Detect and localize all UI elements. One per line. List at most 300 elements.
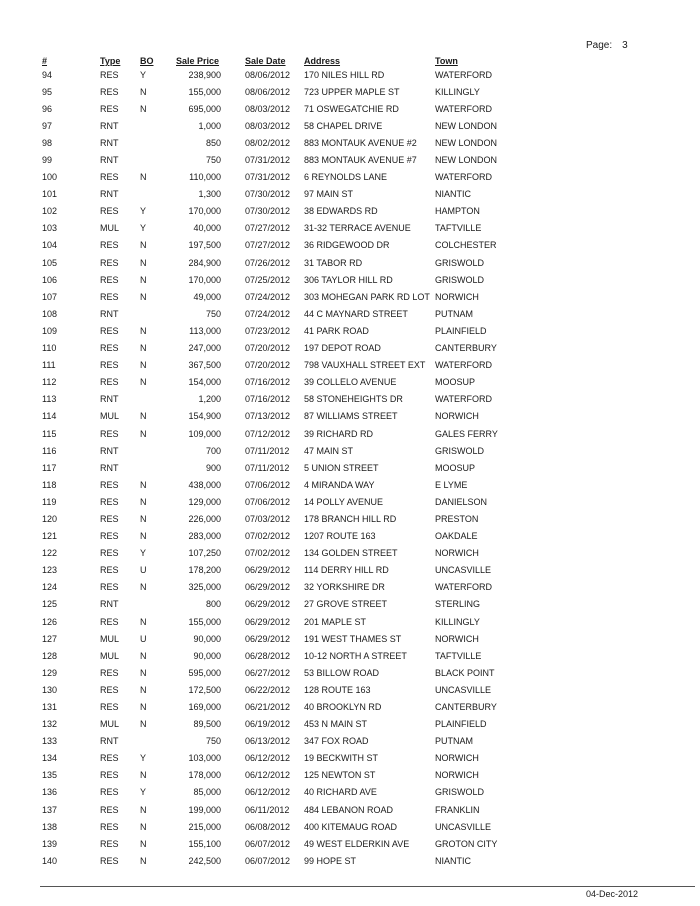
cell-spacer [221,545,245,562]
cell-number: 97 [42,120,53,131]
cell-number: 138 [42,821,58,832]
cell-type: RES [100,804,119,815]
cell-sale-date: 07/13/2012 [245,411,291,422]
cell-type: RES [100,257,119,268]
cell-bo [140,117,176,134]
cell-sale-date: 06/29/2012 [245,565,291,576]
table-row [42,322,515,339]
cell-sale-price: 199,000 [188,804,221,815]
table-row [42,579,515,596]
cell-number: 133 [42,736,58,747]
cell-sale-price: 154,900 [188,411,221,422]
cell-bo [140,391,176,408]
cell-sale-date: 07/24/2012 [245,308,291,319]
cell-spacer [221,664,245,681]
cell-address: 31-32 TERRACE AVENUE [304,223,411,234]
cell-address: 134 GOLDEN STREET [304,548,398,559]
cell-number: 109 [42,325,58,336]
cell-type: RES [100,855,119,866]
cell-sale-price: 438,000 [188,479,221,490]
cell-spacer [221,408,245,425]
cell-spacer [221,391,245,408]
cell-spacer [221,818,245,835]
cell-town: UNCASVILLE [435,684,492,695]
cell-sale-price: 325,000 [188,582,221,593]
cell-sale-price: 40,000 [193,223,221,234]
cell-sale-date: 06/29/2012 [245,582,291,593]
cell-sale-date: 07/20/2012 [245,360,291,371]
cell-type: RES [100,103,119,114]
cell-address: 99 HOPE ST [304,855,357,866]
cell-sale-date: 07/26/2012 [245,257,291,268]
cell-spacer [221,271,245,288]
column-header-number: # [42,56,48,66]
cell-town: PUTNAM [435,736,473,747]
cell-type: RES [100,479,119,490]
cell-spacer [221,750,245,767]
cell-sale-date: 07/24/2012 [245,291,291,302]
cell-spacer [221,459,245,476]
cell-sale-date: 06/21/2012 [245,702,291,713]
cell-town: TAFTVILLE [435,650,482,661]
cell-sale-price: 850 [205,137,221,148]
cell-bo [140,442,176,459]
table-row [42,801,515,818]
table-row [42,835,515,852]
cell-number: 119 [42,496,57,507]
cell-spacer [221,203,245,220]
cell-spacer [221,100,245,117]
cell-sale-date: 07/20/2012 [245,343,291,354]
cell-number: 135 [42,770,58,781]
cell-bo: Y [140,69,147,80]
cell-sale-date: 07/31/2012 [245,172,291,183]
cell-bo: N [140,667,147,678]
cell-number: 120 [42,513,58,524]
table-row [42,374,515,391]
cell-town: PUTNAM [435,308,473,319]
cell-number: 123 [42,565,58,576]
cell-address: 6 REYNOLDS LANE [304,172,388,183]
table-row [42,220,515,237]
cell-sale-price: 170,000 [188,206,221,217]
cell-spacer [221,186,245,203]
cell-spacer [221,425,245,442]
cell-number: 136 [42,787,58,798]
cell-sale-price: 1,200 [198,394,221,405]
cell-address: 19 BECKWITH ST [304,753,379,764]
cell-address: 723 UPPER MAPLE ST [304,86,400,97]
cell-number: 116 [42,445,57,456]
cell-sale-price: 90,000 [193,633,221,644]
cell-town: KILLINGLY [435,86,480,97]
cell-address: 32 YORKSHIRE DR [304,582,385,593]
table-row [42,596,515,613]
cell-town: NIANTIC [435,855,471,866]
cell-bo: N [140,855,147,866]
cell-type: RNT [100,308,119,319]
cell-number: 132 [42,719,58,730]
cell-sale-date: 08/06/2012 [245,86,291,97]
cell-bo [140,596,176,613]
cell-town: NORWICH [435,753,479,764]
cell-town: GRISWOLD [435,445,485,456]
column-header-sale-price: Sale Price [176,56,220,66]
cell-town: GALES FERRY [435,428,498,439]
cell-number: 140 [42,855,58,866]
cell-sale-price: 155,000 [188,616,221,627]
cell-spacer [221,698,245,715]
cell-type: RES [100,496,119,507]
cell-address: 71 OSWEGATCHIE RD [304,103,399,114]
cell-address: 40 RICHARD AVE [304,787,377,798]
table-row [42,545,515,562]
table-row [42,510,515,527]
table-row [42,203,515,220]
cell-type: RNT [100,445,119,456]
cell-type: RES [100,86,119,97]
cell-address: 128 ROUTE 163 [304,684,371,695]
cell-address: 47 MAIN ST [304,445,354,456]
cell-spacer [221,681,245,698]
table-row [42,716,515,733]
table-row [42,288,515,305]
cell-spacer [221,442,245,459]
column-header-bo: BO [140,56,154,66]
cell-bo: N [140,684,147,695]
cell-sale-price: 700 [205,445,221,456]
cell-address: 125 NEWTON ST [304,770,376,781]
table-row [42,305,515,322]
cell-sale-price: 226,000 [188,513,221,524]
cell-number: 102 [42,206,58,217]
table-row [42,357,515,374]
cell-town: PLAINFIELD [435,325,487,336]
cell-number: 130 [42,684,58,695]
cell-type: RES [100,821,119,832]
cell-number: 99 [42,155,53,166]
cell-address: 114 DERRY HILL RD [304,565,389,576]
cell-town: DANIELSON [435,496,488,507]
cell-town: STERLING [435,599,481,610]
cell-spacer [221,288,245,305]
cell-sale-date: 06/19/2012 [245,719,291,730]
cell-sale-date: 07/30/2012 [245,189,291,200]
cell-bo: N [140,702,147,713]
cell-number: 114 [42,411,57,422]
cell-number: 95 [42,86,53,97]
cell-type: RES [100,240,119,251]
cell-type: RNT [100,462,119,473]
table-row [42,169,515,186]
table-row [42,630,515,647]
cell-bo: N [140,479,147,490]
cell-type: RES [100,753,119,764]
cell-sale-date: 07/31/2012 [245,155,291,166]
cell-sale-price: 103,000 [188,753,221,764]
cell-bo: N [140,360,147,371]
table-row [42,391,515,408]
cell-sale-price: 178,200 [188,565,221,576]
cell-spacer [221,66,245,83]
cell-bo: N [140,804,147,815]
column-header-sale-date: Sale Date [245,56,286,66]
cell-type: MUL [100,223,120,234]
cell-type: RES [100,838,119,849]
cell-sale-price: 247,000 [188,343,221,354]
cell-sale-price: 695,000 [188,103,221,114]
cell-town: WATERFORD [435,103,492,114]
cell-town: FRANKLIN [435,804,480,815]
cell-sale-date: 06/12/2012 [245,753,291,764]
cell-spacer [221,83,245,100]
cell-type: RES [100,513,119,524]
cell-sale-price: 1,300 [198,189,221,200]
cell-bo: N [140,650,147,661]
cell-town: NORWICH [435,548,479,559]
cell-type: RES [100,325,119,336]
cell-sale-price: 109,000 [188,428,221,439]
cell-number: 107 [42,291,58,302]
cell-sale-date: 06/29/2012 [245,633,291,644]
cell-spacer [221,784,245,801]
cell-spacer [221,322,245,339]
cell-type: RNT [100,155,119,166]
cell-type: RES [100,343,119,354]
cell-address: 31 TABOR RD [304,257,363,268]
cell-sale-price: 284,900 [188,257,221,268]
table-row [42,459,515,476]
cell-sale-price: 197,500 [188,240,221,251]
cell-bo: N [140,240,147,251]
cell-sale-date: 06/07/2012 [245,838,291,849]
cell-bo [140,151,176,168]
table-row [42,698,515,715]
cell-bo: Y [140,753,147,764]
cell-sale-date: 06/28/2012 [245,650,291,661]
cell-sale-price: 595,000 [188,667,221,678]
cell-bo: N [140,325,147,336]
cell-sale-date: 06/07/2012 [245,855,291,866]
cell-sale-date: 07/06/2012 [245,496,291,507]
cell-type: RES [100,172,119,183]
table-row [42,852,515,869]
cell-town: WATERFORD [435,394,492,405]
cell-town: PRESTON [435,513,479,524]
cell-bo: N [140,377,147,388]
table-row [42,134,515,151]
cell-spacer [221,237,245,254]
cell-sale-date: 06/08/2012 [245,821,291,832]
page-label-text: Page: [586,40,613,51]
table-row [42,186,515,203]
cell-town: COLCHESTER [435,240,497,251]
cell-sale-price: 89,500 [193,719,221,730]
cell-address: 170 NILES HILL RD [304,69,385,80]
cell-sale-price: 283,000 [188,531,221,542]
cell-sale-price: 155,100 [188,838,221,849]
cell-sale-date: 07/06/2012 [245,479,291,490]
cell-type: MUL [100,633,120,644]
cell-spacer [221,528,245,545]
cell-town: NEW LONDON [435,155,498,166]
cell-type: RES [100,428,119,439]
cell-spacer [221,493,245,510]
cell-sale-date: 07/27/2012 [245,223,291,234]
cell-sale-price: 900 [205,462,221,473]
cell-type: RES [100,582,119,593]
cell-number: 108 [42,308,58,319]
cell-number: 129 [42,667,58,678]
cell-address: 14 POLLY AVENUE [304,496,384,507]
cell-address: 36 RIDGEWOOD DR [304,240,390,251]
cell-spacer [221,169,245,186]
cell-sale-date: 06/22/2012 [245,684,291,695]
cell-number: 128 [42,650,58,661]
table-row [42,681,515,698]
page-number: 3 [622,40,628,51]
cell-number: 127 [42,633,58,644]
cell-sale-price: 169,000 [188,702,221,713]
cell-number: 101 [42,189,58,200]
cell-sale-price: 215,000 [188,821,221,832]
cell-spacer [221,562,245,579]
cell-sale-date: 07/25/2012 [245,274,291,285]
cell-address: 97 MAIN ST [304,189,354,200]
cell-town: E LYME [435,479,468,490]
cell-address: 484 LEBANON ROAD [304,804,394,815]
cell-town: UNCASVILLE [435,565,492,576]
cell-address: 87 WILLIAMS STREET [304,411,398,422]
cell-town: NORWICH [435,411,479,422]
cell-address: 303 MOHEGAN PARK RD LOT [304,291,430,302]
cell-sale-price: 1,000 [198,120,221,131]
cell-bo: N [140,86,147,97]
cell-number: 104 [42,240,58,251]
cell-number: 110 [42,343,57,354]
cell-sale-price: 800 [205,599,221,610]
cell-sale-price: 750 [205,155,221,166]
cell-sale-date: 07/23/2012 [245,325,291,336]
cell-sale-date: 07/12/2012 [245,428,291,439]
cell-address: 40 BROOKLYN RD [304,702,382,713]
table-row [42,767,515,784]
table-row [42,562,515,579]
cell-spacer [221,340,245,357]
cell-type: RES [100,291,119,302]
cell-bo: N [140,274,147,285]
cell-number: 134 [42,753,58,764]
cell-type: RES [100,565,119,576]
cell-town: NEW LONDON [435,137,498,148]
cell-type: RES [100,787,119,798]
cell-town: UNCASVILLE [435,821,492,832]
cell-number: 106 [42,274,58,285]
table-row [42,237,515,254]
cell-town: WATERFORD [435,360,492,371]
cell-bo: N [140,531,147,542]
cell-town: GROTON CITY [435,838,498,849]
cell-number: 124 [42,582,58,593]
cell-sale-date: 08/03/2012 [245,120,291,131]
cell-sale-date: 06/12/2012 [245,770,291,781]
cell-sale-price: 107,250 [188,548,221,559]
cell-address: 197 DEPOT ROAD [304,343,381,354]
cell-spacer [221,579,245,596]
cell-bo: Y [140,223,147,234]
cell-address: 1207 ROUTE 163 [304,531,376,542]
page-indicator [586,40,628,51]
cell-type: RNT [100,599,119,610]
cell-spacer [221,613,245,630]
cell-bo: N [140,821,147,832]
cell-address: 58 CHAPEL DRIVE [304,120,383,131]
cell-type: RNT [100,736,119,747]
table-row [42,151,515,168]
cell-address: 27 GROVE STREET [304,599,388,610]
cell-spacer [221,596,245,613]
cell-bo: N [140,291,147,302]
cell-town: WATERFORD [435,582,492,593]
cell-address: 10-12 NORTH A STREET [304,650,407,661]
cell-number: 125 [42,599,58,610]
cell-town: NIANTIC [435,189,471,200]
cell-bo: Y [140,548,147,559]
cell-number: 112 [42,377,57,388]
cell-number: 105 [42,257,58,268]
cell-bo: N [140,838,147,849]
cell-spacer [221,374,245,391]
cell-bo: N [140,257,147,268]
report-date: 04-Dec-2012 [586,889,639,899]
cell-sale-date: 07/16/2012 [245,377,291,388]
cell-number: 117 [42,462,57,473]
cell-sale-date: 06/29/2012 [245,599,291,610]
cell-town: NORWICH [435,633,479,644]
cell-sale-price: 110,000 [189,172,221,183]
column-header-address: Address [304,56,341,66]
cell-type: RES [100,69,119,80]
cell-spacer [221,254,245,271]
cell-bo: U [140,565,147,576]
table-row [42,733,515,750]
cell-type: RES [100,274,119,285]
cell-type: RES [100,616,119,627]
table-row [42,340,515,357]
cell-spacer [221,151,245,168]
cell-address: 400 KITEMAUG ROAD [304,821,398,832]
table-row [42,818,515,835]
cell-type: RES [100,548,119,559]
cell-spacer [221,835,245,852]
cell-type: MUL [100,650,120,661]
table-row [42,408,515,425]
cell-bo: N [140,172,147,183]
cell-bo: N [140,428,147,439]
cell-bo: N [140,411,147,422]
cell-sale-price: 155,000 [188,86,221,97]
cell-bo: Y [140,206,147,217]
cell-town: WATERFORD [435,172,492,183]
cell-spacer [221,117,245,134]
cell-number: 96 [42,103,53,114]
cell-sale-date: 07/11/2012 [245,462,290,473]
cell-address: 4 MIRANDA WAY [304,479,375,490]
cell-town: NEW LONDON [435,120,498,131]
cell-bo [140,186,176,203]
cell-bo [140,134,176,151]
cell-type: RES [100,360,119,371]
